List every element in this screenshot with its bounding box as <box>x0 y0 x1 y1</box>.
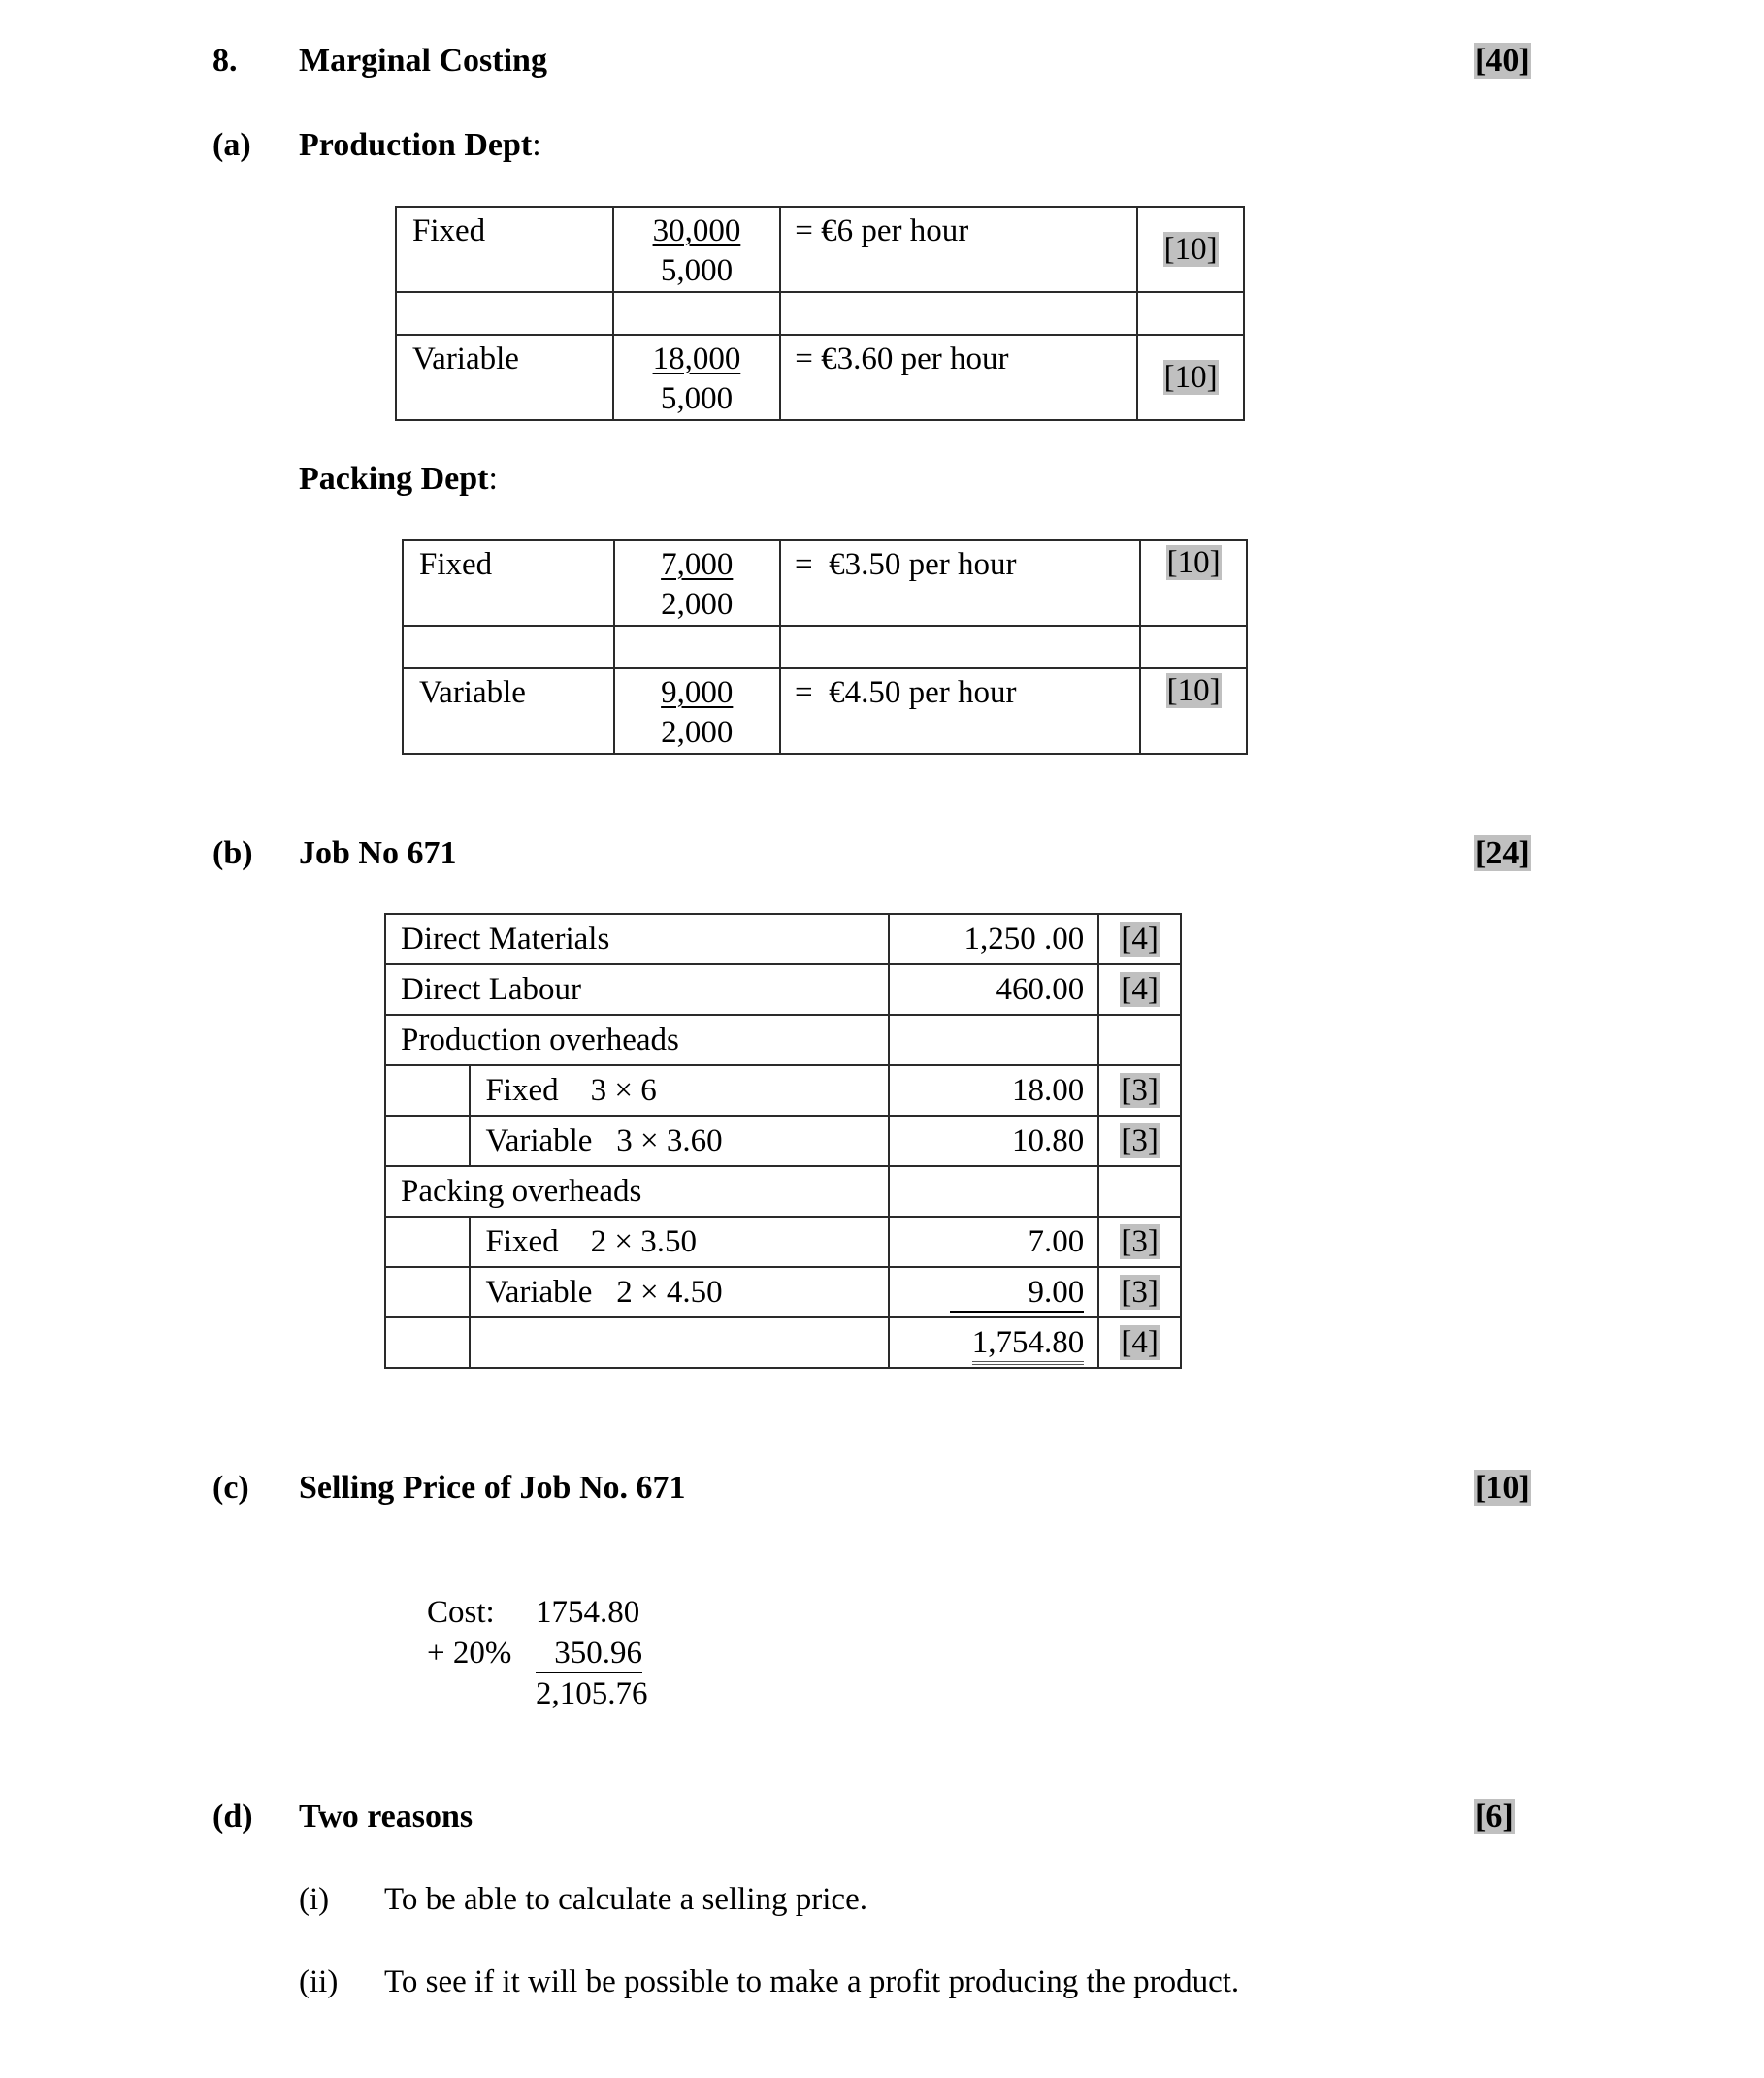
table-row <box>385 1065 1181 1116</box>
indent-cell <box>385 1267 470 1317</box>
total-amount: 1,754.80 <box>889 1317 1099 1368</box>
reason-2-text: To see if it will be possible to make a profit producing the product. <box>384 1964 1240 1999</box>
selling-price-heading: Selling Price of Job No. 671 <box>299 1470 686 1506</box>
cost-description: Variable 3 × 3.60 <box>470 1116 889 1166</box>
table-row <box>385 1015 1181 1065</box>
cost-amount: 460.00 <box>889 964 1099 1015</box>
marks-badge: [10] <box>1137 335 1244 420</box>
marks-cell <box>1098 1166 1181 1217</box>
rate: = €3.50 per hour <box>780 540 1140 626</box>
part-b-label: (b) <box>212 835 253 871</box>
marks-badge: [10] <box>1140 668 1247 754</box>
cost-amount: 9.00 <box>889 1267 1099 1317</box>
job-cost-table <box>384 913 1182 1369</box>
table-row <box>385 1116 1181 1166</box>
cost-amount: 10.80 <box>889 1116 1099 1166</box>
spacer-row <box>396 292 1244 335</box>
part-b-marks-badge: [24] <box>1475 835 1530 871</box>
total-row <box>385 1317 1181 1368</box>
marks-badge: [4] <box>1098 1317 1181 1368</box>
cost-amount: 18.00 <box>889 1065 1099 1116</box>
part-d-marks-badge: [6] <box>1475 1799 1514 1834</box>
row-label: Fixed <box>396 207 613 292</box>
reason-2-label: (ii) <box>299 1964 339 1999</box>
cost-line <box>427 1592 656 1633</box>
production-dept-heading: Production Dept: <box>299 127 541 163</box>
table-row <box>385 1217 1181 1267</box>
table-row <box>396 207 1244 292</box>
cost-amount: 7.00 <box>889 1217 1099 1267</box>
reasons-heading: Two reasons <box>299 1799 474 1834</box>
cost-description: Production overheads <box>385 1015 889 1065</box>
table-row <box>396 335 1244 420</box>
marks-badge: [10] <box>1137 207 1244 292</box>
table-row <box>385 914 1181 964</box>
cost-description: Direct Labour <box>385 964 889 1015</box>
table-row <box>385 964 1181 1015</box>
fraction: 9,000 2,000 <box>614 668 780 754</box>
marks-badge: [4] <box>1098 964 1181 1015</box>
cost-description: Fixed 3 × 6 <box>470 1065 889 1116</box>
marks-cell <box>1098 1015 1181 1065</box>
marks-badge: [4] <box>1098 914 1181 964</box>
marks-badge: [3] <box>1098 1267 1181 1317</box>
packing-dept-table <box>402 539 1248 755</box>
job-heading: Job No 671 <box>299 835 457 871</box>
indent-cell <box>385 1217 470 1267</box>
row-label: Variable <box>396 335 613 420</box>
fraction: 30,000 5,000 <box>613 207 781 292</box>
part-c-label: (c) <box>212 1470 249 1506</box>
cost-description: Variable 2 × 4.50 <box>470 1267 889 1317</box>
row-label: Fixed <box>403 540 614 626</box>
part-d-label: (d) <box>212 1799 253 1834</box>
selling-price-total: 2,105.76 <box>536 1676 648 1711</box>
rate: = €3.60 per hour <box>780 335 1137 420</box>
reason-1-label: (i) <box>299 1882 330 1917</box>
fraction: 7,000 2,000 <box>614 540 780 626</box>
markup-value: 350.96 <box>536 1635 642 1673</box>
indent-cell <box>385 1116 470 1166</box>
part-c-marks-badge: [10] <box>1475 1470 1530 1506</box>
cost-amount: 1,250 .00 <box>889 914 1099 964</box>
question-number: 8. <box>212 43 238 79</box>
markup-line <box>427 1633 656 1673</box>
production-dept-table <box>395 206 1245 421</box>
cost-label: Cost: <box>427 1595 495 1630</box>
cost-description <box>470 1317 889 1368</box>
cost-description: Packing overheads <box>385 1166 889 1217</box>
marks-badge: [3] <box>1098 1065 1181 1116</box>
question-title: Marginal Costing <box>299 43 547 79</box>
marks-badge: [3] <box>1098 1217 1181 1267</box>
cost-amount <box>889 1015 1099 1065</box>
table-row <box>403 540 1247 626</box>
table-row <box>403 668 1247 754</box>
rate: = €6 per hour <box>780 207 1137 292</box>
reason-1-text: To be able to calculate a selling price. <box>384 1882 867 1917</box>
table-row <box>385 1166 1181 1217</box>
spacer-row <box>403 626 1247 668</box>
table-row <box>385 1267 1181 1317</box>
cost-description: Direct Materials <box>385 914 889 964</box>
selling-price-calculation <box>427 1592 656 1714</box>
indent-cell <box>385 1317 470 1368</box>
cost-amount <box>889 1166 1099 1217</box>
indent-cell <box>385 1065 470 1116</box>
marks-badge: [3] <box>1098 1116 1181 1166</box>
part-a-label: (a) <box>212 127 251 163</box>
question-marks-badge: [40] <box>1475 43 1530 79</box>
total-line <box>427 1673 656 1714</box>
fraction: 18,000 5,000 <box>613 335 781 420</box>
markup-label: + 20% <box>427 1636 512 1671</box>
cost-value: 1754.80 <box>536 1595 640 1630</box>
row-label: Variable <box>403 668 614 754</box>
cost-description: Fixed 2 × 3.50 <box>470 1217 889 1267</box>
rate: = €4.50 per hour <box>780 668 1140 754</box>
marks-badge: [10] <box>1140 540 1247 626</box>
packing-dept-heading: Packing Dept: <box>299 461 498 497</box>
